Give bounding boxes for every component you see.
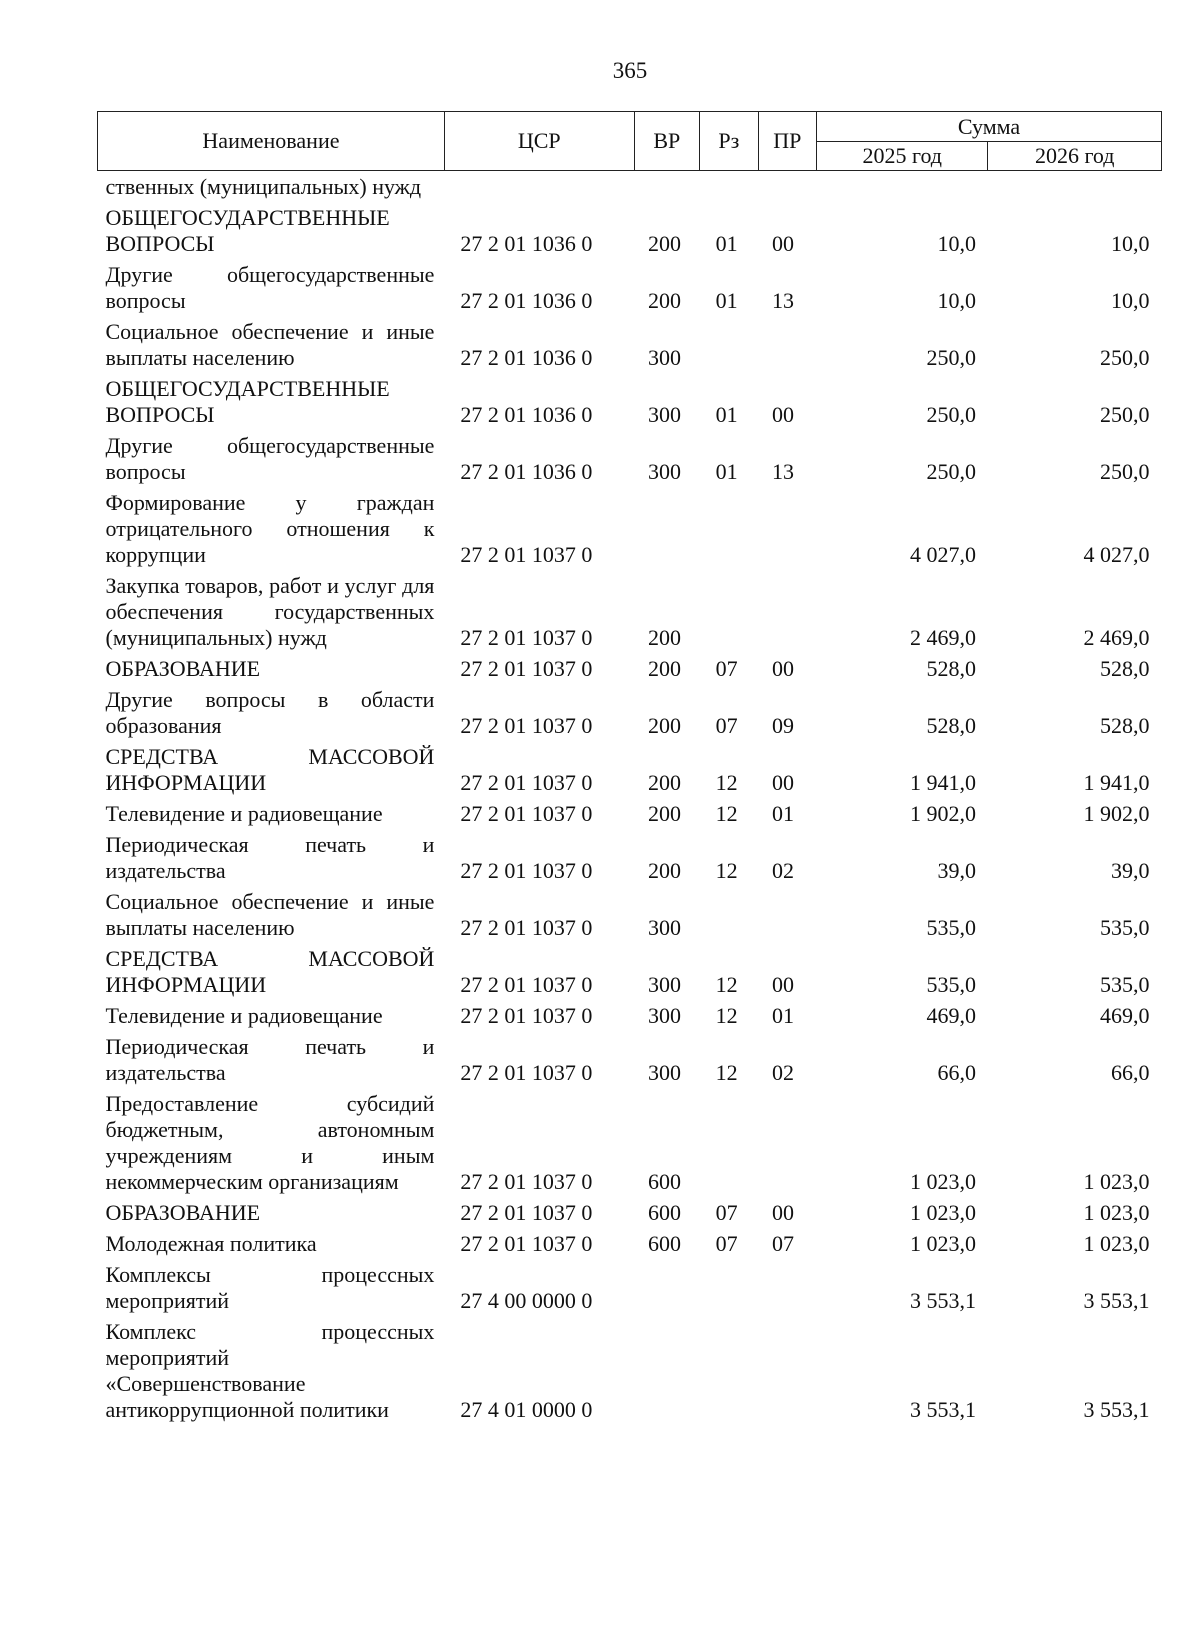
cell-amount-2026: 528,0 [1100,713,1150,738]
table-row [98,684,1162,741]
cell-vr [634,1259,700,1316]
table-body [98,171,1162,1426]
cell-rz: 07 [715,1200,738,1225]
table-row [98,653,1162,684]
cell-rz: 07 [715,1231,738,1256]
cell-vr: 200 [648,625,682,650]
cell-amount-2025: 250,0 [926,459,976,484]
cell-amount-2026: 1 023,0 [1083,1200,1150,1225]
cell-pr [758,1259,816,1316]
cell-name: Комплексы процессных мероприятий [105,1262,435,1313]
cell-pr: 00 [772,402,795,427]
cell-rz: 01 [715,288,738,313]
cell-name: ОБЩЕГОСУДАРСТВЕННЫЕ ВОПРОСЫ [105,205,390,256]
cell-vr: 200 [648,231,682,256]
cell-name: ОБРАЗОВАНИЕ [105,656,261,681]
cell-vr: 200 [648,656,682,681]
cell-rz: 12 [715,858,738,883]
cell-amount-2025: 3 553,1 [909,1397,976,1422]
cell-amount-2026: 1 902,0 [1083,801,1150,826]
cell-csr: 27 2 01 1037 0 [460,656,593,681]
cell-amount-2026: 469,0 [1100,1003,1150,1028]
table-row [98,798,1162,829]
table-row [98,1259,1162,1316]
cell-amount-2026: 66,0 [1111,1060,1150,1085]
table-row [98,316,1162,373]
cell-csr [444,171,634,203]
cell-name: Другие общегосударственные вопросы [105,433,435,484]
header-pr: ПР [758,112,816,171]
cell-vr: 600 [648,1169,682,1194]
cell-rz: 12 [715,801,738,826]
cell-pr: 00 [772,656,795,681]
cell-amount-2025 [817,171,988,203]
cell-name: Молодежная политика [105,1231,317,1256]
cell-rz: 12 [715,1003,738,1028]
cell-rz [700,171,758,203]
cell-rz [700,1259,758,1316]
cell-csr: 27 2 01 1036 0 [460,402,593,427]
cell-amount-2025: 1 902,0 [909,801,976,826]
cell-vr: 300 [648,459,682,484]
cell-csr: 27 2 01 1037 0 [460,713,593,738]
cell-amount-2026: 535,0 [1100,915,1150,940]
cell-rz: 01 [715,231,738,256]
table-row [98,829,1162,886]
cell-amount-2026: 1 023,0 [1083,1169,1150,1194]
cell-name: Социальное обеспечение и иные выплаты населению [105,319,435,370]
cell-pr [758,886,816,943]
table-row [98,886,1162,943]
cell-amount-2026: 250,0 [1100,402,1150,427]
header-year-2026: 2026 год [988,142,1162,171]
cell-pr: 02 [772,858,795,883]
header-year-2025: 2025 год [817,142,988,171]
cell-amount-2025: 535,0 [926,972,976,997]
cell-vr: 300 [648,1060,682,1085]
cell-pr: 00 [772,770,795,795]
cell-vr: 300 [648,402,682,427]
cell-name: Периодическая печать и издательства [105,1034,435,1085]
header-csr: ЦСР [444,112,634,171]
cell-amount-2025: 10,0 [937,288,976,313]
cell-amount-2025: 528,0 [926,713,976,738]
cell-name: СРЕДСТВА МАССОВОЙ ИНФОРМАЦИИ [105,946,435,997]
cell-amount-2025: 66,0 [937,1060,976,1085]
header-name: Наименование [98,112,445,171]
cell-amount-2026: 3 553,1 [1083,1288,1150,1313]
cell-amount-2025: 469,0 [926,1003,976,1028]
cell-rz [700,886,758,943]
table-row [98,570,1162,653]
table-row [98,1088,1162,1197]
table-row [98,259,1162,316]
cell-rz: 01 [715,402,738,427]
cell-amount-2025: 250,0 [926,345,976,370]
cell-name: Социальное обеспечение и иные выплаты населению [105,889,435,940]
cell-amount-2026: 10,0 [1111,288,1150,313]
cell-name: Телевидение и радиовещание [105,1003,383,1028]
cell-name: СРЕДСТВА МАССОВОЙ ИНФОРМАЦИИ [105,744,435,795]
cell-pr: 07 [772,1231,795,1256]
table-header [98,112,1162,171]
cell-amount-2026: 3 553,1 [1083,1397,1150,1422]
cell-pr: 01 [772,1003,795,1028]
header-rz: Рз [700,112,758,171]
cell-amount-2026: 250,0 [1100,345,1150,370]
cell-amount-2026: 10,0 [1111,231,1150,256]
table-row [98,1316,1162,1425]
cell-pr: 00 [772,1200,795,1225]
cell-name: Периодическая печать и издательства [105,832,435,883]
cell-rz [700,570,758,653]
table-row [98,741,1162,798]
table-row [98,1228,1162,1259]
cell-vr [634,1316,700,1425]
cell-pr [758,316,816,373]
cell-name: ственных (муниципальных) нужд [105,174,422,199]
table-row [98,1000,1162,1031]
cell-name: Другие вопросы в области образования [105,687,435,738]
cell-vr: 200 [648,288,682,313]
budget-table [97,111,1162,1425]
table-row [98,202,1162,259]
cell-csr: 27 4 01 0000 0 [460,1397,593,1422]
table-row [98,430,1162,487]
cell-rz [700,1088,758,1197]
cell-amount-2025: 1 941,0 [909,770,976,795]
cell-csr: 27 2 01 1037 0 [460,801,593,826]
cell-pr: 00 [772,231,795,256]
cell-pr: 13 [772,288,795,313]
cell-amount-2025: 535,0 [926,915,976,940]
cell-amount-2025: 1 023,0 [909,1200,976,1225]
cell-csr: 27 2 01 1037 0 [460,858,593,883]
cell-amount-2026: 528,0 [1100,656,1150,681]
cell-amount-2025: 1 023,0 [909,1231,976,1256]
cell-pr: 02 [772,1060,795,1085]
cell-name: Предоставление субсидий бюджетным, автономным учреждениям и иным некоммерческим организациям [105,1091,435,1194]
cell-name: Формирование у граждан отрицательного отношения к коррупции [105,490,435,567]
cell-csr: 27 2 01 1036 0 [460,459,593,484]
header-vr: ВР [634,112,700,171]
cell-vr: 300 [648,1003,682,1028]
cell-rz: 12 [715,972,738,997]
cell-rz [700,316,758,373]
cell-csr: 27 2 01 1037 0 [460,542,593,567]
table-row [98,373,1162,430]
cell-csr: 27 2 01 1036 0 [460,345,593,370]
cell-rz [700,487,758,570]
table-row [98,1031,1162,1088]
table-row [98,171,1162,203]
page-number: 365 [612,58,648,83]
cell-pr: 13 [772,459,795,484]
cell-vr: 300 [648,345,682,370]
cell-name: Другие общегосударственные вопросы [105,262,435,313]
header-sum: Сумма [817,112,1162,142]
cell-pr: 09 [772,713,795,738]
cell-rz [700,1316,758,1425]
cell-csr: 27 2 01 1037 0 [460,1231,593,1256]
table-row [98,943,1162,1000]
cell-csr: 27 2 01 1036 0 [460,288,593,313]
cell-amount-2025: 39,0 [937,858,976,883]
cell-amount-2025: 1 023,0 [909,1169,976,1194]
cell-name: ОБЩЕГОСУДАРСТВЕННЫЕ ВОПРОСЫ [105,376,390,427]
cell-amount-2025: 250,0 [926,402,976,427]
cell-amount-2026: 2 469,0 [1083,625,1150,650]
cell-amount-2025: 10,0 [937,231,976,256]
cell-rz: 12 [715,1060,738,1085]
cell-rz: 07 [715,713,738,738]
cell-amount-2025: 528,0 [926,656,976,681]
cell-csr: 27 4 00 0000 0 [460,1288,593,1313]
cell-pr [758,487,816,570]
cell-vr: 200 [648,858,682,883]
cell-vr: 200 [648,801,682,826]
cell-csr: 27 2 01 1037 0 [460,972,593,997]
cell-vr: 200 [648,713,682,738]
cell-csr: 27 2 01 1037 0 [460,1200,593,1225]
cell-csr: 27 2 01 1037 0 [460,915,593,940]
cell-amount-2026: 39,0 [1111,858,1150,883]
cell-amount-2026: 1 941,0 [1083,770,1150,795]
cell-vr: 300 [648,915,682,940]
cell-pr: 01 [772,801,795,826]
cell-name: ОБРАЗОВАНИЕ [105,1200,261,1225]
table-row [98,1197,1162,1228]
cell-csr: 27 2 01 1037 0 [460,1169,593,1194]
table-row [98,487,1162,570]
cell-name: Комплекс процессных мероприятий «Совершенствование антикоррупционной политики [105,1319,435,1422]
cell-pr [758,1316,816,1425]
cell-pr [758,171,816,203]
cell-vr [634,171,700,203]
cell-pr [758,570,816,653]
cell-amount-2025: 2 469,0 [909,625,976,650]
cell-vr: 200 [648,770,682,795]
cell-amount-2026: 535,0 [1100,972,1150,997]
cell-amount-2026: 1 023,0 [1083,1231,1150,1256]
cell-vr [634,487,700,570]
cell-csr: 27 2 01 1037 0 [460,1060,593,1085]
cell-amount-2025: 3 553,1 [909,1288,976,1313]
cell-vr: 300 [648,972,682,997]
cell-pr [758,1088,816,1197]
cell-rz: 12 [715,770,738,795]
cell-csr: 27 2 01 1037 0 [460,1003,593,1028]
cell-name: Телевидение и радиовещание [105,801,383,826]
cell-csr: 27 2 01 1037 0 [460,770,593,795]
cell-vr: 600 [648,1200,682,1225]
cell-pr: 00 [772,972,795,997]
cell-vr: 600 [648,1231,682,1256]
cell-name: Закупка товаров, работ и услуг для обеспечения государственных (муниципальных) нужд [105,573,435,650]
cell-amount-2026: 4 027,0 [1083,542,1150,567]
cell-csr: 27 2 01 1037 0 [460,625,593,650]
cell-amount-2026 [988,171,1162,203]
cell-amount-2025: 4 027,0 [909,542,976,567]
cell-rz: 07 [715,656,738,681]
cell-amount-2026: 250,0 [1100,459,1150,484]
cell-csr: 27 2 01 1036 0 [460,231,593,256]
cell-rz: 01 [715,459,738,484]
